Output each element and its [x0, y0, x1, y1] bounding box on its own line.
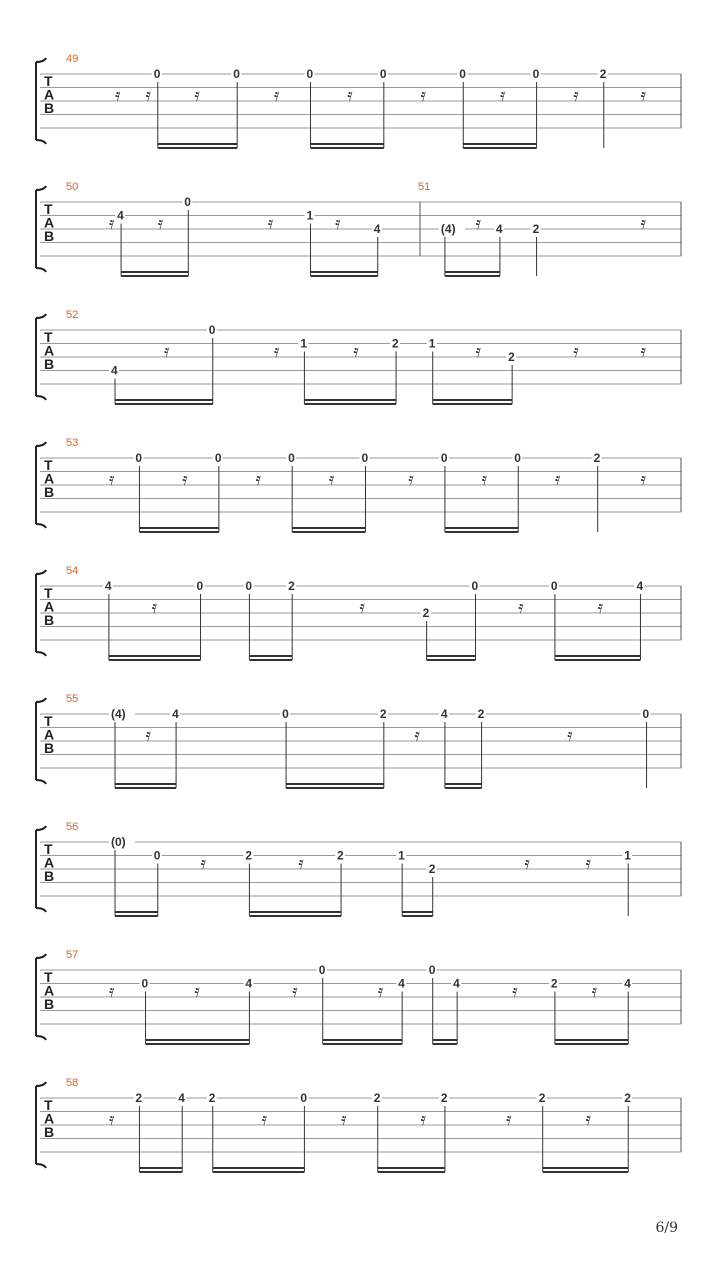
fret-number: 4: [453, 976, 460, 991]
fret-number: 0: [300, 1091, 308, 1105]
measure-number: 50: [66, 181, 79, 193]
measure-number: 53: [66, 437, 79, 449]
fret-number: 2: [422, 606, 430, 620]
tab-clef-letter: A: [44, 342, 55, 359]
rest-symbol: 𝄿: [512, 981, 518, 1002]
fret-number: 4: [495, 222, 503, 236]
rest-symbol: 𝄿: [597, 597, 604, 618]
tab-clef-letter: A: [44, 854, 55, 871]
rest-symbol: 𝄿: [408, 469, 414, 490]
tab-clef-letter: B: [44, 740, 55, 757]
fret-number: 2: [392, 336, 399, 351]
rest-symbol: 𝄿: [328, 469, 335, 490]
tab-clef-letter: B: [44, 1124, 55, 1141]
tab-clef-letter: T: [44, 329, 53, 346]
fret-number: 2: [508, 350, 515, 364]
tab-clef-letter: T: [44, 201, 53, 218]
rest-symbol: 𝄿: [145, 85, 152, 106]
fret-number: 0: [642, 707, 650, 721]
fret-number: (0): [110, 835, 126, 849]
rest-symbol: 𝄿: [347, 85, 353, 106]
fret-number: 0: [153, 848, 161, 863]
fret-number: 1: [398, 848, 405, 863]
rest-symbol: 𝄿: [200, 853, 207, 874]
fret-number: 0: [440, 451, 448, 465]
rest-symbol: 𝄿: [359, 597, 365, 618]
fret-number: 1: [428, 336, 436, 351]
rest-symbol: 𝄿: [573, 341, 579, 362]
rest-symbol: 𝄿: [499, 85, 506, 106]
fret-number: 2: [477, 707, 485, 721]
tab-clef-letter: A: [44, 982, 55, 999]
fret-number: 2: [428, 862, 436, 876]
tab-clef-letter: A: [44, 1110, 55, 1127]
rest-symbol: 𝄿: [640, 341, 646, 362]
rest-symbol: 𝄿: [145, 725, 152, 746]
tab-clef-letter: B: [44, 484, 55, 501]
rest-symbol: 𝄿: [194, 981, 200, 1002]
rest-symbol: 𝄿: [481, 469, 488, 490]
measure-number: 58: [66, 1077, 79, 1089]
fret-number: 2: [624, 1091, 631, 1105]
tab-clef-letter: A: [44, 470, 55, 487]
rest-symbol: 𝄿: [194, 85, 200, 106]
fret-number: 0: [196, 579, 204, 593]
fret-number: 0: [379, 67, 387, 81]
tab-clef-letter: T: [44, 841, 53, 858]
tab-clef-letter: T: [44, 585, 53, 602]
rest-symbol: 𝄿: [108, 469, 115, 490]
fret-number: 2: [337, 848, 344, 863]
rest-symbol: 𝄿: [640, 85, 646, 106]
rest-symbol: 𝄿: [182, 469, 188, 490]
fret-number: 0: [245, 579, 253, 593]
rest-symbol: 𝄿: [114, 85, 121, 106]
measure-number: 54: [66, 565, 79, 577]
fret-number: 2: [532, 222, 540, 236]
rest-symbol: 𝄿: [414, 725, 420, 746]
rest-symbol: 𝄿: [567, 725, 573, 746]
fret-number: 0: [288, 451, 295, 465]
rest-symbol: 𝄿: [298, 853, 304, 874]
rest-symbol: 𝄿: [591, 981, 598, 1002]
fret-number: (4): [440, 222, 456, 236]
fret-number: 0: [135, 451, 143, 465]
tab-clef-letter: A: [44, 86, 55, 103]
rest-symbol: 𝄿: [157, 213, 164, 234]
fret-number: 2: [550, 976, 558, 991]
rest-symbol: 𝄿: [108, 213, 115, 234]
fret-number: 2: [593, 451, 601, 465]
fret-number: 2: [208, 1091, 216, 1105]
fret-number: 0: [214, 451, 222, 465]
tab-clef-letter: B: [44, 612, 55, 629]
measure-number: 52: [66, 309, 79, 321]
fret-number: 0: [208, 323, 216, 337]
rest-symbol: 𝄿: [518, 597, 524, 618]
fret-number: 0: [318, 963, 326, 977]
fret-number: 4: [624, 976, 631, 991]
rest-symbol: 𝄿: [475, 341, 481, 362]
fret-number: 1: [624, 848, 631, 863]
rest-symbol: 𝄿: [640, 469, 646, 490]
rest-symbol: 𝄿: [585, 853, 591, 874]
fret-number: 0: [233, 67, 240, 81]
fret-number: 0: [361, 451, 369, 465]
rest-symbol: 𝄿: [261, 1109, 268, 1130]
fret-number: 2: [288, 579, 295, 593]
fret-number: 0: [471, 579, 479, 593]
measure-number: 49: [66, 53, 79, 65]
rest-symbol: 𝄿: [108, 1109, 115, 1130]
tab-clef-letter: T: [44, 713, 53, 730]
rest-symbol: 𝄿: [377, 981, 384, 1002]
fret-number: 4: [636, 579, 644, 593]
fret-number: 2: [373, 1091, 381, 1105]
tab-clef-letter: T: [44, 969, 53, 986]
fret-number: 2: [440, 1091, 448, 1105]
rest-symbol: 𝄿: [163, 341, 170, 362]
rest-symbol: 𝄿: [108, 981, 115, 1002]
measure-number: 51: [418, 181, 431, 193]
rest-symbol: 𝄿: [334, 213, 341, 234]
rest-symbol: 𝄿: [151, 597, 158, 618]
fret-number: 4: [110, 363, 118, 378]
fret-number: 0: [459, 67, 466, 81]
fret-number: 4: [245, 976, 253, 991]
tab-clef-letter: T: [44, 73, 53, 90]
fret-number: 2: [379, 707, 387, 721]
tab-clef-letter: B: [44, 100, 55, 117]
tab-clef-letter: A: [44, 598, 55, 615]
tab-clef-letter: B: [44, 996, 55, 1013]
fret-number: 0: [141, 976, 149, 991]
rest-symbol: 𝄿: [475, 213, 481, 234]
fret-number: (4): [110, 707, 126, 721]
fret-number: 4: [172, 707, 179, 721]
measure-number: 55: [66, 693, 79, 705]
rest-symbol: 𝄿: [353, 341, 359, 362]
rest-symbol: 𝄿: [341, 1109, 347, 1130]
rest-symbol: 𝄿: [255, 469, 262, 490]
rest-symbol: 𝄿: [420, 85, 427, 106]
rest-symbol: 𝄿: [554, 469, 561, 490]
fret-number: 2: [245, 848, 253, 863]
fret-number: 0: [514, 451, 521, 465]
fret-number: 0: [532, 67, 540, 81]
fret-number: 4: [178, 1091, 185, 1105]
fret-number: 4: [104, 579, 112, 593]
page-number: 6/9: [655, 1220, 678, 1236]
tab-clef-letter: B: [44, 228, 55, 245]
fret-number: 0: [282, 707, 289, 721]
fret-number: 4: [117, 208, 124, 223]
rest-symbol: 𝄿: [506, 1109, 512, 1130]
tab-clef-letter: B: [44, 356, 55, 373]
rest-symbol: 𝄿: [524, 853, 530, 874]
rest-symbol: 𝄿: [640, 213, 646, 234]
tab-clef-letter: A: [44, 726, 55, 743]
fret-number: 2: [599, 67, 607, 81]
fret-number: 0: [306, 67, 314, 81]
measure-number: 56: [66, 821, 79, 833]
fret-number: 2: [538, 1091, 546, 1105]
rest-symbol: 𝄿: [292, 981, 298, 1002]
fret-number: 0: [550, 579, 558, 593]
fret-number: 0: [184, 195, 191, 209]
measure-number: 57: [66, 949, 79, 961]
fret-number: 0: [428, 963, 436, 977]
fret-number: 1: [306, 208, 314, 223]
fret-number: 4: [440, 707, 448, 721]
rest-symbol: 𝄿: [273, 85, 280, 106]
fret-number: 2: [135, 1091, 143, 1105]
tab-clef-letter: B: [44, 868, 55, 885]
rest-symbol: 𝄿: [573, 85, 579, 106]
tab-clef-letter: A: [44, 214, 55, 231]
tab-clef-letter: T: [44, 457, 53, 474]
rest-symbol: 𝄿: [273, 341, 280, 362]
fret-number: 1: [300, 336, 308, 351]
tab-clef-letter: T: [44, 1097, 53, 1114]
fret-number: 4: [373, 222, 381, 236]
fret-number: 0: [153, 67, 161, 81]
rest-symbol: 𝄿: [420, 1109, 427, 1130]
fret-number: 4: [398, 976, 405, 991]
rest-symbol: 𝄿: [267, 213, 274, 234]
rest-symbol: 𝄿: [585, 1109, 591, 1130]
